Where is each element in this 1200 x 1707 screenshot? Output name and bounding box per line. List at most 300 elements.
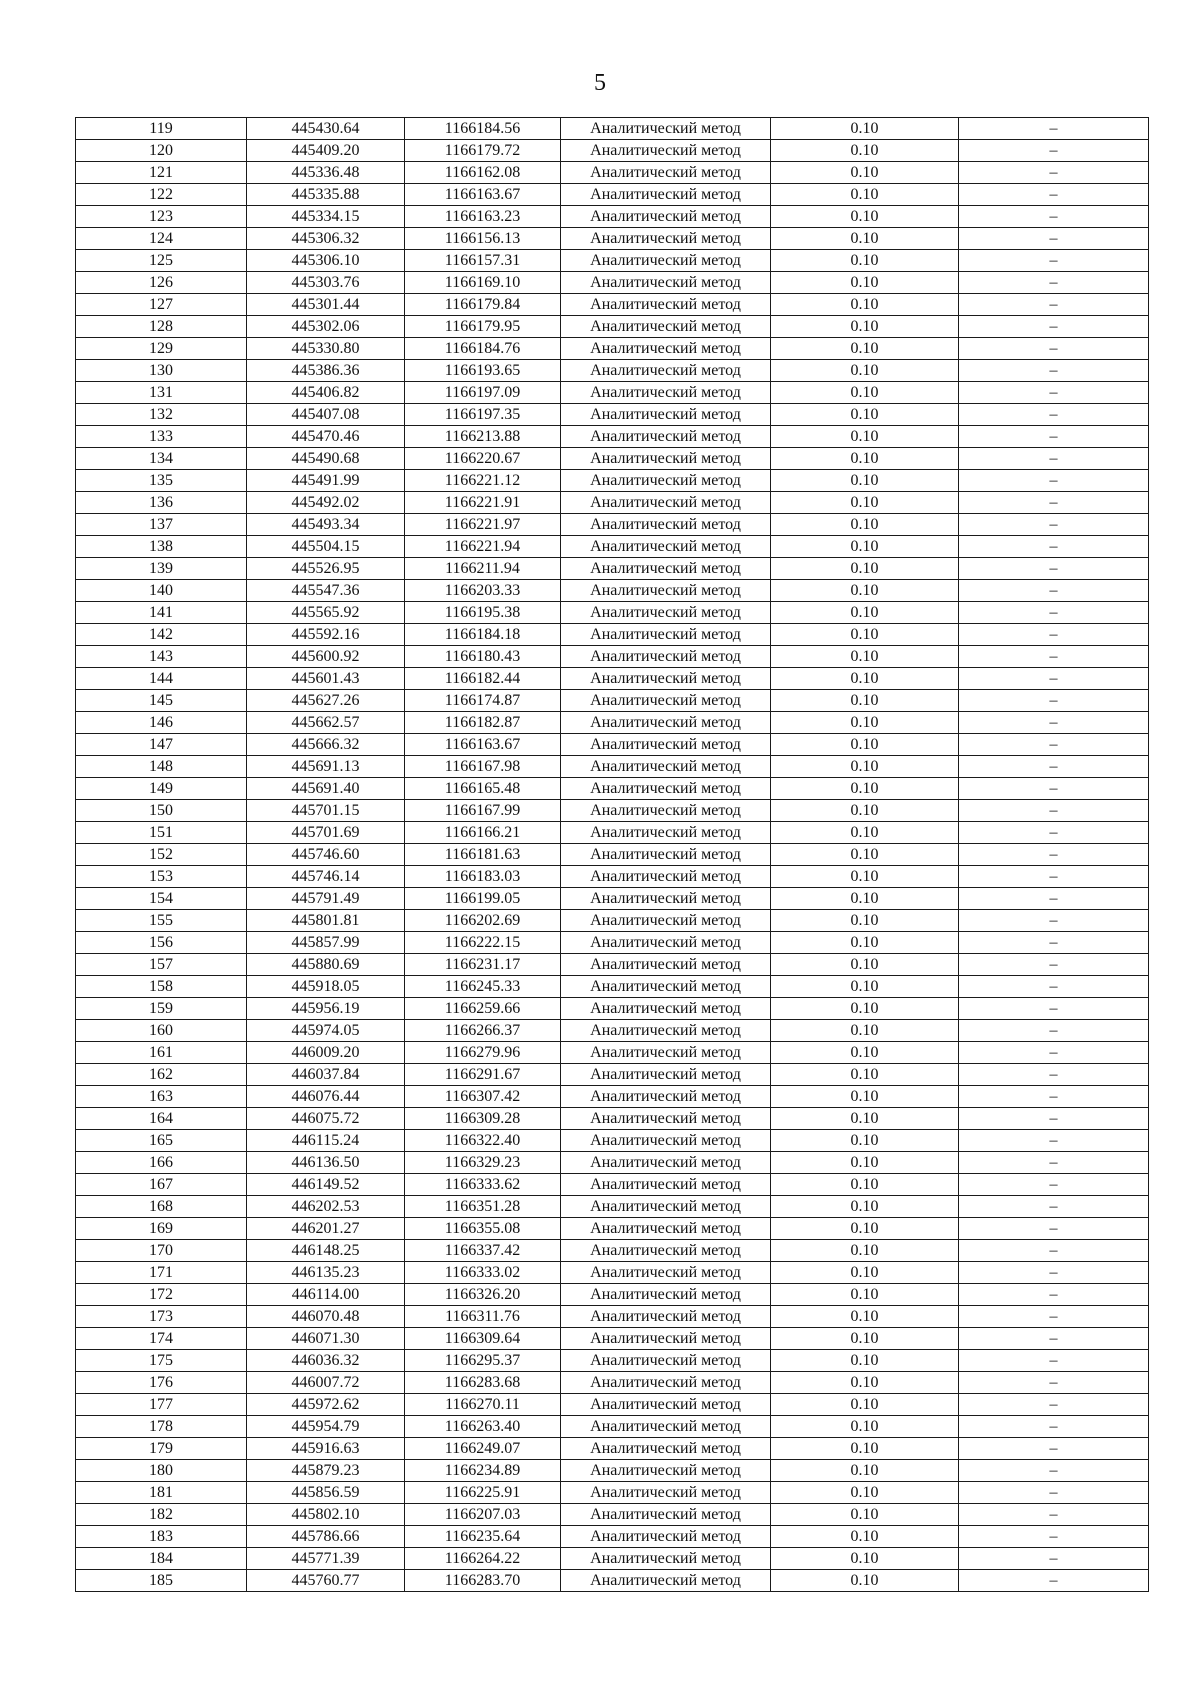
method-cell: Аналитический метод [561,1306,771,1328]
table-row [76,888,1149,910]
table-row [76,558,1149,580]
table-row [76,1086,1149,1108]
x-coordinate-cell: 445746.14 [247,866,405,888]
method-cell: Аналитический метод [561,470,771,492]
table-row [76,976,1149,998]
y-coordinate-cell: 1166213.88 [405,426,561,448]
method-cell: Аналитический метод [561,1042,771,1064]
y-coordinate-cell: 1166197.09 [405,382,561,404]
coordinates-table-body [76,118,1149,1592]
table-row [76,382,1149,404]
x-coordinate-cell: 445407.08 [247,404,405,426]
accuracy-cell: 0.10 [771,1504,959,1526]
note-cell: – [959,492,1149,514]
y-coordinate-cell: 1166279.96 [405,1042,561,1064]
note-cell: – [959,712,1149,734]
point-number-cell: 128 [76,316,247,338]
accuracy-cell: 0.10 [771,1262,959,1284]
accuracy-cell: 0.10 [771,756,959,778]
note-cell: – [959,1438,1149,1460]
table-row [76,844,1149,866]
y-coordinate-cell: 1166182.44 [405,668,561,690]
note-cell: – [959,1350,1149,1372]
y-coordinate-cell: 1166166.21 [405,822,561,844]
accuracy-cell: 0.10 [771,954,959,976]
y-coordinate-cell: 1166307.42 [405,1086,561,1108]
y-coordinate-cell: 1166184.76 [405,338,561,360]
method-cell: Аналитический метод [561,250,771,272]
x-coordinate-cell: 445662.57 [247,712,405,734]
note-cell: – [959,888,1149,910]
accuracy-cell: 0.10 [771,976,959,998]
method-cell: Аналитический метод [561,866,771,888]
method-cell: Аналитический метод [561,800,771,822]
point-number-cell: 160 [76,1020,247,1042]
x-coordinate-cell: 446036.32 [247,1350,405,1372]
method-cell: Аналитический метод [561,932,771,954]
note-cell: – [959,1306,1149,1328]
note-cell: – [959,206,1149,228]
point-number-cell: 120 [76,140,247,162]
y-coordinate-cell: 1166179.72 [405,140,561,162]
x-coordinate-cell: 445492.02 [247,492,405,514]
y-coordinate-cell: 1166231.17 [405,954,561,976]
accuracy-cell: 0.10 [771,1548,959,1570]
x-coordinate-cell: 445691.40 [247,778,405,800]
note-cell: – [959,1064,1149,1086]
point-number-cell: 153 [76,866,247,888]
accuracy-cell: 0.10 [771,1416,959,1438]
method-cell: Аналитический метод [561,778,771,800]
point-number-cell: 119 [76,118,247,140]
x-coordinate-cell: 445491.99 [247,470,405,492]
method-cell: Аналитический метод [561,624,771,646]
x-coordinate-cell: 445592.16 [247,624,405,646]
accuracy-cell: 0.10 [771,118,959,140]
table-row [76,1416,1149,1438]
note-cell: – [959,1482,1149,1504]
x-coordinate-cell: 445600.92 [247,646,405,668]
x-coordinate-cell: 445857.99 [247,932,405,954]
y-coordinate-cell: 1166326.20 [405,1284,561,1306]
point-number-cell: 124 [76,228,247,250]
point-number-cell: 131 [76,382,247,404]
y-coordinate-cell: 1166184.18 [405,624,561,646]
method-cell: Аналитический метод [561,426,771,448]
x-coordinate-cell: 445303.76 [247,272,405,294]
accuracy-cell: 0.10 [771,1350,959,1372]
table-row [76,1504,1149,1526]
note-cell: – [959,404,1149,426]
accuracy-cell: 0.10 [771,844,959,866]
accuracy-cell: 0.10 [771,1438,959,1460]
point-number-cell: 132 [76,404,247,426]
note-cell: – [959,668,1149,690]
x-coordinate-cell: 446075.72 [247,1108,405,1130]
point-number-cell: 161 [76,1042,247,1064]
point-number-cell: 152 [76,844,247,866]
x-coordinate-cell: 445918.05 [247,976,405,998]
method-cell: Аналитический метод [561,1130,771,1152]
x-coordinate-cell: 446076.44 [247,1086,405,1108]
point-number-cell: 175 [76,1350,247,1372]
accuracy-cell: 0.10 [771,1240,959,1262]
y-coordinate-cell: 1166202.69 [405,910,561,932]
table-row [76,800,1149,822]
note-cell: – [959,1042,1149,1064]
table-row [76,1394,1149,1416]
point-number-cell: 156 [76,932,247,954]
table-row [76,1284,1149,1306]
table-row [76,910,1149,932]
y-coordinate-cell: 1166167.98 [405,756,561,778]
table-row [76,360,1149,382]
table-row [76,1130,1149,1152]
note-cell: – [959,822,1149,844]
note-cell: – [959,1504,1149,1526]
method-cell: Аналитический метод [561,910,771,932]
method-cell: Аналитический метод [561,954,771,976]
y-coordinate-cell: 1166291.67 [405,1064,561,1086]
note-cell: – [959,228,1149,250]
method-cell: Аналитический метод [561,976,771,998]
point-number-cell: 127 [76,294,247,316]
method-cell: Аналитический метод [561,1328,771,1350]
note-cell: – [959,1570,1149,1592]
method-cell: Аналитический метод [561,1240,771,1262]
accuracy-cell: 0.10 [771,228,959,250]
note-cell: – [959,1526,1149,1548]
x-coordinate-cell: 445627.26 [247,690,405,712]
y-coordinate-cell: 1166199.05 [405,888,561,910]
note-cell: – [959,448,1149,470]
point-number-cell: 158 [76,976,247,998]
table-row [76,1152,1149,1174]
accuracy-cell: 0.10 [771,1152,959,1174]
accuracy-cell: 0.10 [771,162,959,184]
note-cell: – [959,558,1149,580]
accuracy-cell: 0.10 [771,184,959,206]
table-row [76,1438,1149,1460]
x-coordinate-cell: 445701.69 [247,822,405,844]
point-number-cell: 138 [76,536,247,558]
point-number-cell: 169 [76,1218,247,1240]
accuracy-cell: 0.10 [771,1372,959,1394]
accuracy-cell: 0.10 [771,404,959,426]
method-cell: Аналитический метод [561,492,771,514]
table-row [76,668,1149,690]
table-row [76,118,1149,140]
table-row [76,448,1149,470]
method-cell: Аналитический метод [561,448,771,470]
table-row [76,140,1149,162]
point-number-cell: 144 [76,668,247,690]
method-cell: Аналитический метод [561,822,771,844]
table-row [76,954,1149,976]
note-cell: – [959,1262,1149,1284]
point-number-cell: 135 [76,470,247,492]
method-cell: Аналитический метод [561,1438,771,1460]
method-cell: Аналитический метод [561,602,771,624]
accuracy-cell: 0.10 [771,1570,959,1592]
y-coordinate-cell: 1166311.76 [405,1306,561,1328]
accuracy-cell: 0.10 [771,998,959,1020]
x-coordinate-cell: 445771.39 [247,1548,405,1570]
point-number-cell: 172 [76,1284,247,1306]
x-coordinate-cell: 445791.49 [247,888,405,910]
accuracy-cell: 0.10 [771,624,959,646]
coordinates-table [75,117,1149,1592]
point-number-cell: 147 [76,734,247,756]
note-cell: – [959,646,1149,668]
y-coordinate-cell: 1166263.40 [405,1416,561,1438]
point-number-cell: 150 [76,800,247,822]
table-row [76,1372,1149,1394]
table-row [76,404,1149,426]
method-cell: Аналитический метод [561,1526,771,1548]
point-number-cell: 163 [76,1086,247,1108]
table-row [76,756,1149,778]
y-coordinate-cell: 1166245.33 [405,976,561,998]
accuracy-cell: 0.10 [771,360,959,382]
point-number-cell: 155 [76,910,247,932]
method-cell: Аналитический метод [561,1174,771,1196]
accuracy-cell: 0.10 [771,1460,959,1482]
point-number-cell: 157 [76,954,247,976]
table-row [76,712,1149,734]
x-coordinate-cell: 446071.30 [247,1328,405,1350]
x-coordinate-cell: 446148.25 [247,1240,405,1262]
method-cell: Аналитический метод [561,338,771,360]
note-cell: – [959,1328,1149,1350]
point-number-cell: 159 [76,998,247,1020]
point-number-cell: 145 [76,690,247,712]
note-cell: – [959,624,1149,646]
accuracy-cell: 0.10 [771,580,959,602]
note-cell: – [959,844,1149,866]
method-cell: Аналитический метод [561,272,771,294]
method-cell: Аналитический метод [561,184,771,206]
method-cell: Аналитический метод [561,1086,771,1108]
x-coordinate-cell: 445301.44 [247,294,405,316]
y-coordinate-cell: 1166333.62 [405,1174,561,1196]
accuracy-cell: 0.10 [771,426,959,448]
note-cell: – [959,1548,1149,1570]
accuracy-cell: 0.10 [771,338,959,360]
x-coordinate-cell: 445746.60 [247,844,405,866]
point-number-cell: 129 [76,338,247,360]
y-coordinate-cell: 1166329.23 [405,1152,561,1174]
y-coordinate-cell: 1166266.37 [405,1020,561,1042]
accuracy-cell: 0.10 [771,800,959,822]
x-coordinate-cell: 446037.84 [247,1064,405,1086]
y-coordinate-cell: 1166163.67 [405,184,561,206]
x-coordinate-cell: 445802.10 [247,1504,405,1526]
method-cell: Аналитический метод [561,1460,771,1482]
accuracy-cell: 0.10 [771,1284,959,1306]
table-row [76,1570,1149,1592]
accuracy-cell: 0.10 [771,1042,959,1064]
accuracy-cell: 0.10 [771,316,959,338]
table-row [76,1306,1149,1328]
table-row [76,338,1149,360]
x-coordinate-cell: 446007.72 [247,1372,405,1394]
note-cell: – [959,294,1149,316]
note-cell: – [959,1108,1149,1130]
accuracy-cell: 0.10 [771,734,959,756]
note-cell: – [959,1020,1149,1042]
accuracy-cell: 0.10 [771,1328,959,1350]
point-number-cell: 130 [76,360,247,382]
x-coordinate-cell: 445406.82 [247,382,405,404]
x-coordinate-cell: 445954.79 [247,1416,405,1438]
accuracy-cell: 0.10 [771,1394,959,1416]
method-cell: Аналитический метод [561,1350,771,1372]
y-coordinate-cell: 1166249.07 [405,1438,561,1460]
table-row [76,492,1149,514]
method-cell: Аналитический метод [561,1064,771,1086]
point-number-cell: 164 [76,1108,247,1130]
table-row [76,1460,1149,1482]
note-cell: – [959,1152,1149,1174]
x-coordinate-cell: 445526.95 [247,558,405,580]
y-coordinate-cell: 1166179.84 [405,294,561,316]
note-cell: – [959,1460,1149,1482]
x-coordinate-cell: 445916.63 [247,1438,405,1460]
accuracy-cell: 0.10 [771,536,959,558]
point-number-cell: 121 [76,162,247,184]
y-coordinate-cell: 1166180.43 [405,646,561,668]
point-number-cell: 125 [76,250,247,272]
x-coordinate-cell: 445666.32 [247,734,405,756]
x-coordinate-cell: 445786.66 [247,1526,405,1548]
table-row [76,1020,1149,1042]
method-cell: Аналитический метод [561,1108,771,1130]
table-row [76,932,1149,954]
point-number-cell: 139 [76,558,247,580]
accuracy-cell: 0.10 [771,712,959,734]
x-coordinate-cell: 445493.34 [247,514,405,536]
method-cell: Аналитический метод [561,206,771,228]
method-cell: Аналитический метод [561,162,771,184]
point-number-cell: 183 [76,1526,247,1548]
y-coordinate-cell: 1166179.95 [405,316,561,338]
table-row [76,866,1149,888]
method-cell: Аналитический метод [561,536,771,558]
point-number-cell: 137 [76,514,247,536]
accuracy-cell: 0.10 [771,690,959,712]
method-cell: Аналитический метод [561,712,771,734]
point-number-cell: 151 [76,822,247,844]
table-row [76,536,1149,558]
point-number-cell: 182 [76,1504,247,1526]
y-coordinate-cell: 1166163.67 [405,734,561,756]
method-cell: Аналитический метод [561,382,771,404]
method-cell: Аналитический метод [561,1482,771,1504]
table-row [76,1196,1149,1218]
x-coordinate-cell: 445302.06 [247,316,405,338]
table-row [76,646,1149,668]
point-number-cell: 176 [76,1372,247,1394]
note-cell: – [959,470,1149,492]
note-cell: – [959,426,1149,448]
method-cell: Аналитический метод [561,844,771,866]
point-number-cell: 170 [76,1240,247,1262]
x-coordinate-cell: 445470.46 [247,426,405,448]
accuracy-cell: 0.10 [771,1086,959,1108]
table-row [76,1548,1149,1570]
table-row [76,294,1149,316]
table-row [76,734,1149,756]
y-coordinate-cell: 1166184.56 [405,118,561,140]
point-number-cell: 154 [76,888,247,910]
y-coordinate-cell: 1166355.08 [405,1218,561,1240]
y-coordinate-cell: 1166221.91 [405,492,561,514]
y-coordinate-cell: 1166295.37 [405,1350,561,1372]
y-coordinate-cell: 1166222.15 [405,932,561,954]
accuracy-cell: 0.10 [771,822,959,844]
x-coordinate-cell: 445879.23 [247,1460,405,1482]
table-row [76,272,1149,294]
x-coordinate-cell: 445335.88 [247,184,405,206]
x-coordinate-cell: 446201.27 [247,1218,405,1240]
accuracy-cell: 0.10 [771,866,959,888]
note-cell: – [959,250,1149,272]
method-cell: Аналитический метод [561,514,771,536]
note-cell: – [959,932,1149,954]
note-cell: – [959,602,1149,624]
table-row [76,1526,1149,1548]
point-number-cell: 171 [76,1262,247,1284]
accuracy-cell: 0.10 [771,294,959,316]
note-cell: – [959,536,1149,558]
y-coordinate-cell: 1166220.67 [405,448,561,470]
y-coordinate-cell: 1166264.22 [405,1548,561,1570]
y-coordinate-cell: 1166221.12 [405,470,561,492]
y-coordinate-cell: 1166337.42 [405,1240,561,1262]
note-cell: – [959,734,1149,756]
point-number-cell: 122 [76,184,247,206]
accuracy-cell: 0.10 [771,778,959,800]
table-row [76,470,1149,492]
point-number-cell: 166 [76,1152,247,1174]
method-cell: Аналитический метод [561,888,771,910]
table-row [76,778,1149,800]
accuracy-cell: 0.10 [771,910,959,932]
point-number-cell: 167 [76,1174,247,1196]
accuracy-cell: 0.10 [771,1174,959,1196]
note-cell: – [959,690,1149,712]
point-number-cell: 178 [76,1416,247,1438]
y-coordinate-cell: 1166270.11 [405,1394,561,1416]
table-row [76,206,1149,228]
note-cell: – [959,1372,1149,1394]
accuracy-cell: 0.10 [771,602,959,624]
table-row [76,1042,1149,1064]
note-cell: – [959,998,1149,1020]
point-number-cell: 184 [76,1548,247,1570]
y-coordinate-cell: 1166169.10 [405,272,561,294]
point-number-cell: 146 [76,712,247,734]
accuracy-cell: 0.10 [771,646,959,668]
table-row [76,1240,1149,1262]
table-row [76,162,1149,184]
table-row [76,1218,1149,1240]
x-coordinate-cell: 445972.62 [247,1394,405,1416]
y-coordinate-cell: 1166221.94 [405,536,561,558]
y-coordinate-cell: 1166165.48 [405,778,561,800]
y-coordinate-cell: 1166221.97 [405,514,561,536]
